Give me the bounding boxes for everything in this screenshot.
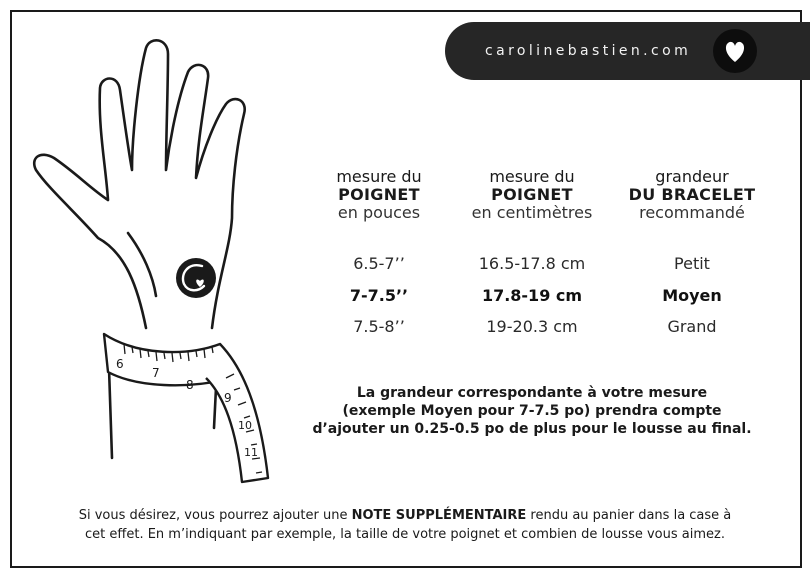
footer-bold: NOTE SUPPLÉMENTAIRE (351, 508, 527, 523)
footer-line-2: cet effet. En m’indiquant par exemple, la taille de votre poignet et combien de lousse vous aimez. (85, 527, 725, 542)
cell-inches: 7-7.5’’ (349, 286, 409, 305)
sizing-note (292, 384, 772, 438)
c-heart-logo (176, 258, 216, 298)
tape-number: 7 (152, 366, 160, 380)
brand-banner[interactable] (445, 22, 810, 80)
header-line: recommandé (639, 203, 745, 222)
note-line: La grandeur correspondante à votre mesure (356, 385, 708, 401)
header-line: POIGNET (491, 185, 573, 204)
tape-number: 11 (244, 446, 258, 459)
footer-text (22, 506, 788, 544)
header-cm (462, 168, 602, 222)
hand-illustration (28, 38, 278, 498)
tape-number: 10 (238, 419, 252, 432)
header-line: DU BRACELET (628, 185, 756, 204)
measuring-tape (104, 334, 268, 482)
cell-cm: 16.5-17.8 cm (478, 254, 586, 273)
header-line: grandeur (655, 167, 729, 186)
heart-icon (713, 29, 757, 73)
brand-url[interactable]: carolinebastien.com (485, 43, 692, 59)
header-line: en pouces (337, 203, 421, 222)
cell-size: Grand (667, 317, 717, 336)
header-line: mesure du (336, 167, 422, 186)
header-line: mesure du (489, 167, 575, 186)
tape-number: 6 (116, 357, 124, 371)
footer-post: rendu au panier dans la case à (526, 508, 732, 523)
cell-inches: 6.5-7’’ (353, 254, 405, 273)
cell-inches: 7.5-8’’ (353, 317, 405, 336)
note-line: d’ajouter un 0.25-0.5 po de plus pour le lousse au final. (312, 421, 752, 437)
tape-number: 9 (224, 391, 232, 405)
cell-cm: 17.8-19 cm (481, 286, 583, 305)
tape-number: 8 (186, 378, 194, 392)
cell-size: Moyen (662, 286, 722, 305)
header-inches (309, 168, 449, 222)
cell-size: Petit (674, 254, 710, 273)
header-line: POIGNET (338, 185, 420, 204)
header-size (622, 168, 762, 222)
note-line: (exemple Moyen pour 7-7.5 po) prendra compte (342, 403, 722, 419)
header-line: en centimètres (471, 203, 593, 222)
footer-pre: Si vous désirez, vous pourrez ajouter une (78, 508, 352, 523)
cell-cm: 19-20.3 cm (486, 317, 578, 336)
footer-line-1 (22, 506, 788, 525)
